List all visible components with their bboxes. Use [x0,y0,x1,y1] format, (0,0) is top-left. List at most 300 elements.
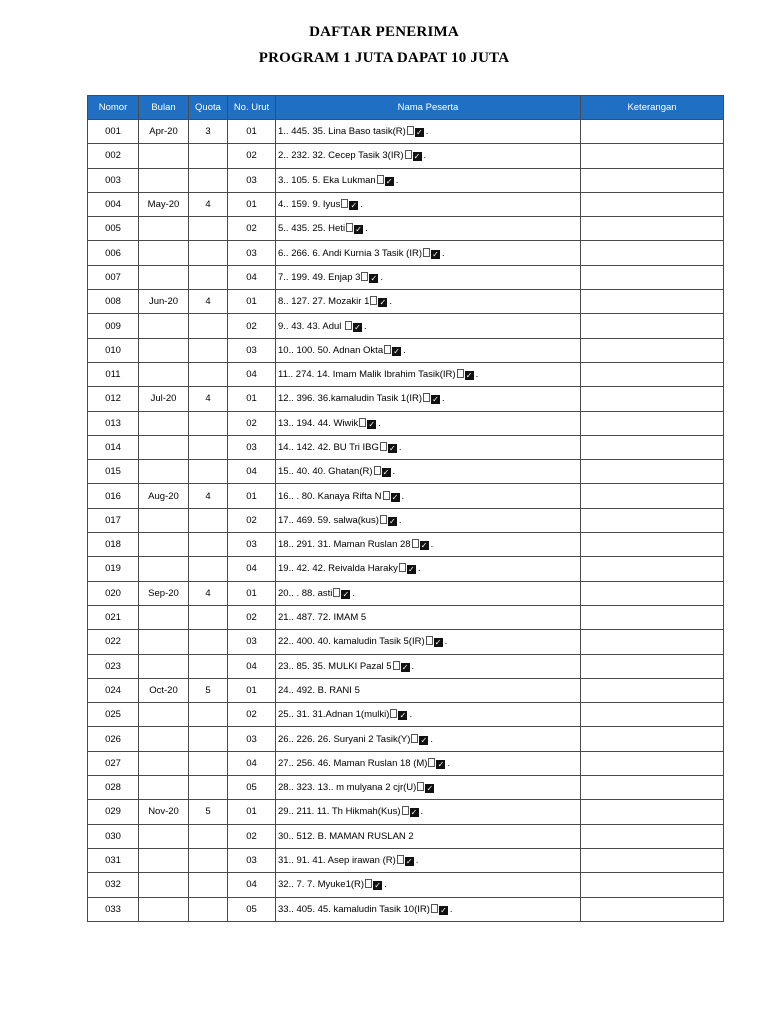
box-icon [377,175,384,184]
cell-bulan [139,751,189,775]
cell-nama-peserta [276,776,581,800]
checkmark-icon: ✓ [354,322,361,332]
cell-no-urut: 03 [228,241,276,265]
name-suffix: . [364,320,367,332]
cell-quota [189,776,228,800]
cell-bulan [139,460,189,484]
box-icon [431,904,438,913]
table-row [88,484,724,508]
cell-nomor: 016 [88,484,139,508]
cell-nama-peserta [276,241,581,265]
checkmark-icon: ✓ [410,808,418,818]
cell-no-urut: 03 [228,338,276,362]
checkmark-icon: ✓ [342,589,350,599]
cell-no-urut: 01 [228,484,276,508]
cell-keterangan [581,435,724,459]
table-row [88,508,724,532]
cell-nomor: 010 [88,338,139,362]
cell-quota [189,605,228,629]
checkmark-icon: ✓ [391,492,399,502]
cell-bulan [139,605,189,629]
box-icon [365,879,372,888]
cell-quota [189,168,228,192]
table-row [88,581,724,605]
cell-bulan [139,362,189,386]
cell-no-urut: 04 [228,265,276,289]
checkmark-icon: ✓ [408,565,415,575]
checkmark-icon: ✓ [413,152,421,162]
box-icon [457,369,464,378]
table-row [88,824,724,848]
participant-name: 13.. 194. 44. Wiwik [278,417,359,429]
name-suffix: . [398,442,402,453]
cell-quota [189,751,228,775]
box-icon [402,806,409,815]
cell-no-urut: 03 [228,435,276,459]
cell-quota [189,533,228,557]
cell-keterangan [581,654,724,678]
cell-no-urut: 02 [228,824,276,848]
cell-keterangan [581,265,724,289]
cell-quota [189,897,228,921]
cell-bulan: Oct-20 [139,678,189,702]
cell-quota: 5 [189,800,228,824]
participant-name: 23.. 85. 35. MULKI Pazal 5 [278,660,392,672]
box-icon [417,782,424,791]
cell-nama-peserta [276,678,581,702]
name-suffix: . [401,490,405,502]
table-row [88,848,724,872]
checkmark-icon: ✓ [426,784,434,794]
box-icon [393,661,400,670]
cell-nama-peserta [276,144,581,168]
cell-no-urut: 01 [228,678,276,702]
cell-nama-peserta [276,848,581,872]
cell-nama-peserta [276,557,581,581]
cell-keterangan [581,605,724,629]
cell-nama-peserta [276,411,581,435]
cell-quota: 4 [189,484,228,508]
cell-nama-peserta [276,387,581,411]
cell-keterangan [581,581,724,605]
cell-nama-peserta [276,703,581,727]
name-suffix: . [352,587,356,599]
box-icon [428,758,435,767]
box-icon [359,418,366,427]
cell-quota [189,654,228,678]
cell-no-urut: 03 [228,533,276,557]
cell-nama-peserta [276,314,581,338]
box-icon [345,321,352,330]
column-header-bulan: Bulan [139,96,189,120]
cell-nomor: 030 [88,824,139,848]
name-suffix: . [430,733,434,745]
table-row [88,605,724,629]
cell-nomor: 031 [88,848,139,872]
box-icon [423,248,430,257]
table-row [88,338,724,362]
checkmark-icon: ✓ [368,419,376,429]
cell-quota [189,460,228,484]
checkmark-icon: ✓ [405,857,413,867]
checkmark-icon: ✓ [420,735,428,745]
participant-name: 25.. 31. 31.Adnan 1(mulki) [278,709,390,721]
cell-bulan [139,654,189,678]
cell-no-urut: 01 [228,581,276,605]
cell-keterangan [581,460,724,484]
cell-no-urut: 04 [228,654,276,678]
cell-bulan: May-20 [139,192,189,216]
participant-name: 12.. 396. 36.kamaludin Tasik 1(IR) [278,393,422,405]
cell-bulan [139,533,189,557]
name-suffix: . [384,879,387,891]
cell-keterangan [581,727,724,751]
cell-keterangan [581,241,724,265]
name-suffix: . [415,855,419,867]
cell-nama-peserta [276,800,581,824]
name-suffix: . [409,709,413,721]
cell-quota [189,314,228,338]
cell-nama-peserta [276,217,581,241]
cell-quota: 4 [189,192,228,216]
cell-bulan: Jun-20 [139,290,189,314]
participant-name: 6.. 266. 6. Andi Kurnia 3 Tasik (IR) [278,247,422,259]
cell-keterangan [581,338,724,362]
cell-nama-peserta [276,265,581,289]
cell-keterangan [581,848,724,872]
cell-keterangan [581,751,724,775]
checkmark-icon: ✓ [379,298,387,308]
cell-bulan [139,630,189,654]
cell-nama-peserta [276,508,581,532]
column-header-nama-peserta: Nama Peserta [276,96,581,120]
box-icon [333,588,340,597]
table-row [88,557,724,581]
cell-bulan [139,824,189,848]
cell-keterangan [581,776,724,800]
cell-bulan [139,168,189,192]
checkmark-icon: ✓ [399,711,407,721]
name-suffix: . [395,174,399,186]
box-icon [383,491,390,500]
cell-nomor: 003 [88,168,139,192]
cell-no-urut: 03 [228,727,276,751]
recipient-table [87,95,724,922]
cell-quota: 4 [189,290,228,314]
table-row [88,703,724,727]
page-title: DAFTAR PENERIMA [309,24,459,40]
cell-nama-peserta [276,630,581,654]
cell-nomor: 013 [88,411,139,435]
cell-nomor: 008 [88,290,139,314]
cell-nomor: 011 [88,362,139,386]
table-row [88,314,724,338]
table-row [88,168,724,192]
cell-keterangan [581,411,724,435]
cell-keterangan [581,362,724,386]
cell-nomor: 021 [88,605,139,629]
table-row [88,776,724,800]
cell-nomor: 027 [88,751,139,775]
cell-quota [189,362,228,386]
participant-name: 5.. 435. 25. Heti [278,223,346,235]
cell-no-urut: 04 [228,873,276,897]
cell-nama-peserta [276,654,581,678]
cell-keterangan [581,557,724,581]
cell-no-urut: 01 [228,800,276,824]
box-icon [412,539,419,548]
participant-name: 4.. 159. 9. Iyus [278,199,341,211]
cell-quota: 5 [189,678,228,702]
cell-keterangan [581,897,724,921]
cell-quota: 3 [189,120,228,144]
participant-name: 15.. 40. 40. Ghatan(R) [278,466,373,478]
cell-quota: 4 [189,581,228,605]
cell-keterangan [581,144,724,168]
cell-no-urut: 02 [228,605,276,629]
box-icon [374,466,381,475]
cell-bulan [139,314,189,338]
cell-no-urut: 04 [228,362,276,386]
cell-keterangan [581,678,724,702]
cell-bulan [139,265,189,289]
box-icon [405,150,412,159]
cell-nama-peserta [276,120,581,144]
name-suffix: . [411,660,415,672]
cell-bulan: Sep-20 [139,581,189,605]
cell-nama-peserta [276,605,581,629]
cell-nomor: 009 [88,314,139,338]
cell-keterangan [581,508,724,532]
cell-no-urut: 05 [228,897,276,921]
cell-no-urut: 02 [228,411,276,435]
participant-name: 3.. 105. 5. Eka Lukman [278,174,376,186]
box-icon [380,442,387,451]
cell-quota [189,703,228,727]
checkmark-icon: ✓ [355,225,362,235]
table-row [88,435,724,459]
name-suffix: . [389,296,392,308]
table-row [88,192,724,216]
cell-quota [189,630,228,654]
cell-quota [189,241,228,265]
cell-quota [189,557,228,581]
cell-quota [189,727,228,751]
name-suffix: . [398,514,402,526]
cell-nama-peserta [276,727,581,751]
cell-bulan [139,508,189,532]
cell-bulan [139,338,189,362]
cell-quota [189,217,228,241]
cell-no-urut: 05 [228,776,276,800]
cell-keterangan [581,387,724,411]
cell-no-urut: 03 [228,848,276,872]
name-suffix: . [449,903,453,915]
box-icon [407,126,414,135]
checkmark-icon: ✓ [350,201,358,211]
cell-bulan [139,557,189,581]
cell-bulan: Aug-20 [139,484,189,508]
cell-nomor: 006 [88,241,139,265]
checkmark-icon: ✓ [432,395,439,405]
checkmark-icon: ✓ [389,516,396,526]
cell-no-urut: 01 [228,290,276,314]
checkmark-icon: ✓ [437,759,445,769]
table-row [88,290,724,314]
name-suffix: . [444,636,448,648]
cell-bulan [139,897,189,921]
cell-nama-peserta [276,581,581,605]
participant-name: 10.. 100. 50. Adnan Okta [278,344,384,356]
cell-quota [189,435,228,459]
cell-nomor: 028 [88,776,139,800]
cell-no-urut: 03 [228,168,276,192]
name-suffix: . [425,126,429,138]
cell-nomor: 026 [88,727,139,751]
name-suffix: . [441,247,445,259]
cell-nomor: 029 [88,800,139,824]
box-icon [390,709,397,718]
cell-keterangan [581,217,724,241]
table-row [88,265,724,289]
cell-nomor: 019 [88,557,139,581]
cell-nomor: 005 [88,217,139,241]
participant-name: 9.. 43. 43. Adul [278,320,345,332]
cell-bulan [139,848,189,872]
table-row [88,727,724,751]
cell-no-urut: 02 [228,144,276,168]
participant-name: 29.. 211. 11. Th Hikmah(Kus) [278,806,401,818]
name-suffix: . [447,757,451,769]
participant-name: 14.. 142. 42. BU Tri IBG [278,442,379,453]
cell-quota [189,411,228,435]
cell-nama-peserta [276,192,581,216]
participant-name: 7.. 199. 49. Enjap 3 [278,271,361,283]
checkmark-icon: ✓ [465,371,473,381]
column-header-nomor: Nomor [88,96,139,120]
participant-name: 26.. 226. 26. Suryani 2 Tasik(Y) [278,733,411,745]
cell-nama-peserta [276,338,581,362]
checkmark-icon: ✓ [401,662,409,672]
table-row [88,678,724,702]
cell-no-urut: 04 [228,557,276,581]
name-suffix: . [420,806,424,818]
cell-bulan [139,144,189,168]
cell-nomor: 007 [88,265,139,289]
participant-name: 32.. 7. 7. Myuke1(R) [278,879,365,891]
checkmark-icon: ✓ [434,638,442,648]
cell-nomor: 024 [88,678,139,702]
cell-keterangan [581,314,724,338]
box-icon [380,515,387,524]
participant-name: 27.. 256. 46. Maman Ruslan 18 (M) [278,757,428,769]
cell-quota [189,144,228,168]
cell-nama-peserta [276,460,581,484]
checkmark-icon: ✓ [389,444,396,453]
cell-nomor: 012 [88,387,139,411]
box-icon [397,855,404,864]
cell-quota [189,265,228,289]
cell-no-urut: 02 [228,703,276,727]
cell-bulan: Jul-20 [139,387,189,411]
table-row [88,897,724,921]
cell-bulan [139,727,189,751]
checkmark-icon: ✓ [382,468,390,478]
cell-nomor: 033 [88,897,139,921]
column-header-no-urut: No. Urut [228,96,276,120]
box-icon [384,345,391,354]
cell-nomor: 023 [88,654,139,678]
cell-nomor: 020 [88,581,139,605]
cell-keterangan [581,824,724,848]
cell-quota [189,338,228,362]
cell-nama-peserta [276,824,581,848]
cell-nomor: 022 [88,630,139,654]
page-subtitle: PROGRAM 1 JUTA DAPAT 10 JUTA [258,50,510,66]
box-icon [341,199,348,208]
box-icon [346,223,353,232]
table-row [88,533,724,557]
cell-nama-peserta [276,362,581,386]
box-icon [423,393,430,402]
cell-no-urut: 03 [228,630,276,654]
column-header-keterangan: Keterangan [581,96,724,120]
participant-name: 21.. 487. 72. IMAM 5 [278,612,367,624]
participant-name: 8.. 127. 27. Mozakir 1 [278,296,370,308]
table-row [88,144,724,168]
checkmark-icon: ✓ [385,176,393,186]
table-row [88,460,724,484]
checkmark-icon: ✓ [415,128,423,138]
column-header-quota: Quota [189,96,228,120]
participant-name: 28.. 323. 13.. m mulyana 2 cjr(U) [278,782,417,794]
participant-name: 22.. 400. 40. kamaludin Tasik 5(IR) [278,636,425,648]
cell-quota [189,508,228,532]
name-suffix: . [360,199,363,211]
checkmark-icon: ✓ [370,273,378,283]
cell-nomor: 015 [88,460,139,484]
participant-name: 1.. 445. 35. Lina Baso tasik(R) [278,126,406,138]
cell-keterangan [581,290,724,314]
cell-no-urut: 02 [228,508,276,532]
table-row [88,241,724,265]
table-body [88,120,724,922]
box-icon [411,734,418,743]
participant-name: 31.. 91. 41. Asep irawan (R) [278,855,396,867]
table-row [88,654,724,678]
cell-nama-peserta [276,897,581,921]
checkmark-icon: ✓ [440,905,447,915]
cell-quota [189,848,228,872]
cell-keterangan [581,484,724,508]
name-suffix: . [430,539,434,551]
box-icon [361,272,368,281]
cell-bulan [139,241,189,265]
cell-no-urut: 01 [228,192,276,216]
participant-name: 30.. 512. B. MAMAN RUSLAN 2 [278,830,414,842]
participant-name: 33.. 405. 45. kamaludin Tasik 10(IR) [278,903,430,915]
cell-nama-peserta [276,484,581,508]
cell-nama-peserta [276,435,581,459]
cell-no-urut: 02 [228,217,276,241]
name-suffix: . [365,223,368,235]
table-row [88,387,724,411]
cell-keterangan [581,533,724,557]
name-suffix: . [417,563,421,575]
cell-nomor: 001 [88,120,139,144]
participant-name: 18.. 291. 31. Maman Ruslan 28 [278,539,411,551]
cell-no-urut: 01 [228,387,276,411]
